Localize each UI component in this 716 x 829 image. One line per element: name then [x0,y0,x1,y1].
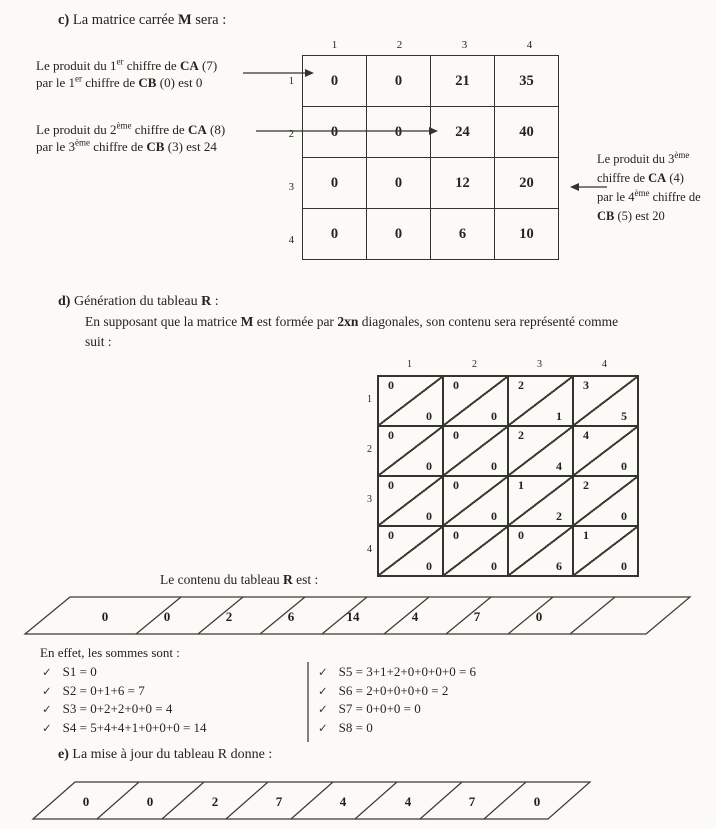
dtable-cell: 0 0 [443,426,508,476]
sum-item: ✓ S3 = 0+2+2+0+0 = 4 [42,701,173,717]
section-d-paragraph-line2: suit : [85,334,112,349]
arrow-left-icon [570,183,579,191]
dtable-cell: 1 2 [508,476,573,526]
check-icon: ✓ [42,702,52,717]
dtable-col-header: 4 [602,359,607,370]
sums-title: En effet, les sommes sont : [40,645,180,660]
strip2-value: 0 [146,794,154,809]
sum-item: ✓ S7 = 0+0+0 = 0 [318,701,421,717]
strip1-value: 0 [535,609,543,624]
annotation-line: CB (5) est 20 [597,209,665,223]
annotation-line: Le produit du 1er chiffre de CA (7) [36,56,218,73]
annotation-line: Le produit du 2ème chiffre de CA (8) [36,120,226,137]
sums-left-column [42,663,207,737]
strip2-value: 7 [275,794,283,809]
dtable-cell: 2 1 [508,376,573,426]
strip2-value: 0 [533,794,541,809]
matrix-cell: 0 [367,107,431,158]
matrix-cell: 24 [431,107,495,158]
matrix-row-label: 3 [288,182,294,193]
check-icon: ✓ [318,683,328,698]
strip2-value: 4 [404,794,412,809]
dtable-cell: 0 6 [508,526,573,576]
annotation-line: Le produit du 3ème [597,149,690,166]
matrix-row [303,107,559,158]
matrix-col-header: 3 [461,39,468,51]
strip1-value: 14 [346,609,360,624]
strip2-value: 4 [339,794,347,809]
matrix-cell: 0 [367,209,431,260]
annotation-product-1 [36,57,217,91]
sum-item: ✓ S8 = 0 [318,719,373,735]
section-d-paragraph: En supposant que la matrice M est formée par 2xn diagonales, son contenu sera représenté comme [85,314,619,329]
check-icon: ✓ [42,720,52,735]
matrix-cell: 12 [431,158,495,209]
matrix-row [303,209,559,260]
dtable-row-label: 3 [367,494,372,505]
matrix-col-header: 4 [526,39,533,51]
matrix-m [302,55,559,260]
strip1-value: 0 [163,609,171,624]
strip1-value: 6 [287,609,295,624]
sum-item: ✓ S4 = 5+4+4+1+0+0+0 = 14 [42,719,207,735]
matrix-cell: 35 [495,56,559,107]
check-icon: ✓ [42,683,52,698]
strip1-value: 7 [473,609,481,624]
section-e-marker: e) [58,747,69,762]
strip2-value: 0 [82,794,90,809]
dtable-cell: 0 0 [378,376,443,426]
matrix-col-header: 2 [396,39,403,51]
annotation-line: par le 1er chiffre de CB (0) est 0 [36,73,203,90]
matrix-cell: 0 [303,56,367,107]
matrix-cell: 6 [431,209,495,260]
dtable-cell: 0 0 [443,476,508,526]
matrix-row [303,158,559,209]
matrix-cell: 10 [495,209,559,260]
matrix-cell: 40 [495,107,559,158]
matrix-cell: 0 [367,158,431,209]
dtable-cell: 4 0 [573,426,638,476]
dtable-cell: 0 0 [378,476,443,526]
strip1-label: Le contenu du tableau R est : [160,572,319,587]
section-c-marker: c) [58,12,70,28]
dtable-cell: 0 0 [378,426,443,476]
dtable-row-label: 2 [367,444,372,455]
dtable-row-label: 4 [367,544,372,555]
diagonal-table-r [377,375,639,577]
matrix-cell: 21 [431,56,495,107]
section-d-marker: d) [58,294,71,309]
check-icon: ✓ [318,665,328,679]
sums-right-column [318,663,476,737]
strip1-value: 4 [411,609,419,624]
matrix-cell: 20 [495,158,559,209]
dtable-cell: 2 0 [573,476,638,526]
matrix-cell: 0 [303,107,367,158]
section-c-heading: c) La matrice carrée M sera : [58,12,227,28]
dtable-cell: 2 4 [508,426,573,476]
dtable-col-header: 1 [407,359,412,370]
sum-item: ✓ S5 = 3+1+2+0+0+0+0 = 6 [318,664,477,679]
annotation-product-3 [597,150,715,226]
dtable-col-header: 3 [537,359,542,370]
matrix-row-label: 2 [288,129,294,140]
dtable-row-label: 1 [367,394,372,405]
sum-item: ✓ S1 = 0 [42,664,97,679]
matrix-row-label: 1 [288,76,294,87]
annotation-line: chiffre de CA (4) [597,171,684,185]
strip1-value: 2 [225,609,233,624]
annotation-line: par le 4ème chiffre de [597,187,701,204]
check-icon: ✓ [318,702,328,717]
tableau-r-strip [18,589,708,641]
dtable-cell: 0 0 [443,526,508,576]
strip2-value: 7 [468,794,476,809]
dtable-col-header: 2 [472,359,477,370]
sum-item: ✓ S2 = 0+1+6 = 7 [42,682,145,698]
section-e-heading: e) La mise à jour du tableau R donne : [58,747,273,762]
sum-item: ✓ S6 = 2+0+0+0+0 = 2 [318,682,449,698]
annotation-product-2 [36,121,225,155]
section-d-heading: d) Génération du tableau R : [58,294,219,309]
matrix-cell: 0 [303,158,367,209]
dtable-cell: 1 0 [573,526,638,576]
matrix-col-header: 1 [331,39,338,51]
dtable-cell: 0 0 [378,526,443,576]
dtable-cell: 0 0 [443,376,508,426]
annotation-line: par le 3ème chiffre de CB (3) est 24 [36,137,217,154]
matrix-row [303,56,559,107]
dtable-cell: 3 5 [573,376,638,426]
strip2-value: 2 [211,794,219,809]
matrix-row-label: 4 [288,235,294,246]
tableau-r-updated-strip [25,771,625,826]
matrix-cell: 0 [303,209,367,260]
check-icon: ✓ [42,665,52,679]
strip1-value: 0 [101,609,109,624]
matrix-cell: 0 [367,56,431,107]
check-icon: ✓ [318,720,328,735]
